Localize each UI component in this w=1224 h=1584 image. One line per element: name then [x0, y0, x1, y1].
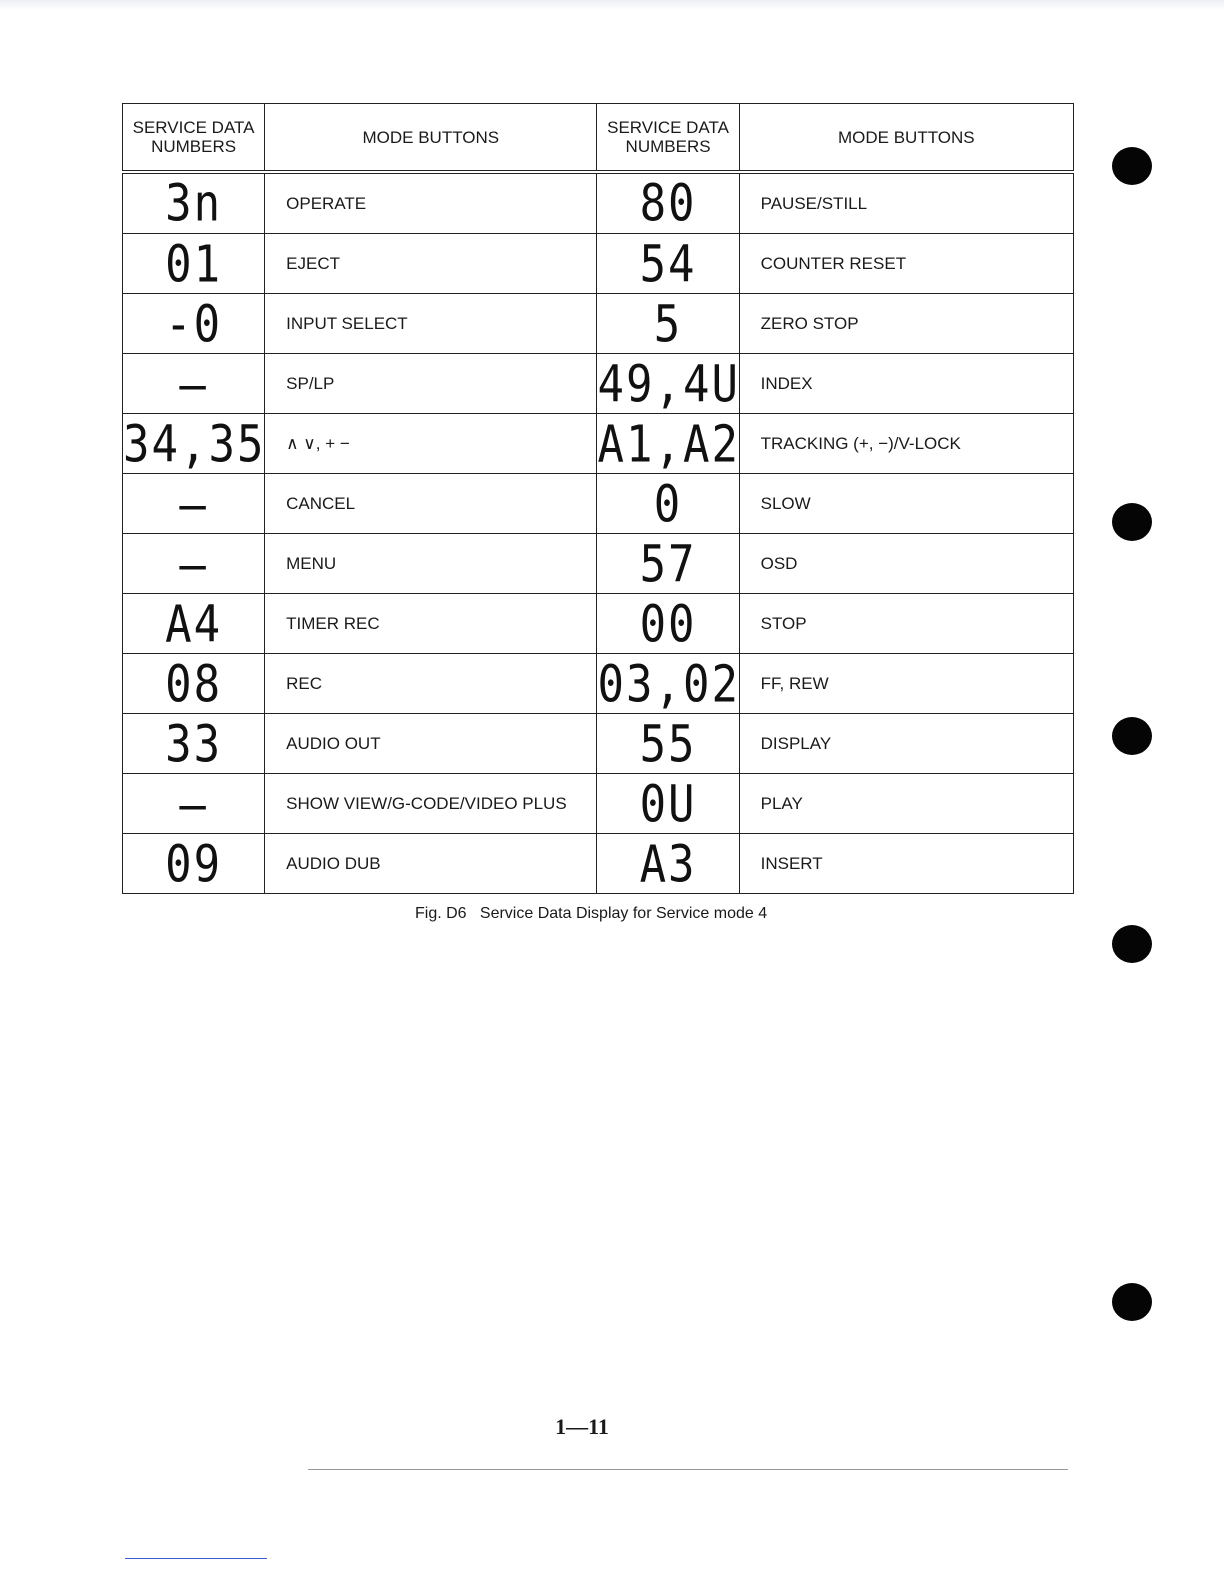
service-code-left: — — [123, 469, 265, 538]
mode-button-left: AUDIO OUT — [265, 714, 597, 774]
header-service-data-numbers-right: SERVICE DATA NUMBERS — [597, 104, 739, 173]
service-data-table — [122, 103, 1074, 894]
table-row — [123, 172, 1074, 234]
binder-hole-mark — [1112, 717, 1152, 755]
service-code-left: — — [123, 529, 265, 598]
table-row — [123, 714, 1074, 774]
header-mode-buttons-left: MODE BUTTONS — [265, 104, 597, 173]
service-code-left: 09 — [123, 829, 265, 898]
binder-hole-mark — [1112, 1283, 1152, 1321]
footer-divider — [308, 1469, 1068, 1470]
table-row — [123, 354, 1074, 414]
mode-button-left: SP/LP — [265, 354, 597, 414]
mode-button-left: CANCEL — [265, 474, 597, 534]
mode-button-left: REC — [265, 654, 597, 714]
table-row — [123, 594, 1074, 654]
page-number: 1—11 — [555, 1414, 609, 1439]
service-code-right: 03,02 — [597, 649, 739, 718]
table-row — [123, 414, 1074, 474]
service-code-left: -0 — [123, 289, 265, 358]
mode-button-right: FF, REW — [739, 654, 1073, 714]
header-mode-buttons-right: MODE BUTTONS — [739, 104, 1073, 173]
service-code-left: — — [123, 349, 265, 418]
table-row — [123, 654, 1074, 714]
service-code-right: 57 — [597, 529, 739, 598]
binder-hole-mark — [1112, 503, 1152, 541]
service-code-right: 0 — [597, 469, 739, 538]
mode-button-right: INDEX — [739, 354, 1073, 414]
table-row — [123, 534, 1074, 594]
service-code-left: A4 — [123, 589, 265, 658]
service-code-right: 0U — [597, 769, 739, 838]
service-code-right: A1,A2 — [597, 409, 739, 478]
mode-button-left: MENU — [265, 534, 597, 594]
service-code-right: 49,4U — [597, 349, 739, 418]
table-row — [123, 234, 1074, 294]
figure-caption: Fig. D6 Service Data Display for Service mode 4 — [415, 905, 768, 922]
mode-button-right: DISPLAY — [739, 714, 1073, 774]
mode-button-right: OSD — [739, 534, 1073, 594]
mode-button-left: EJECT — [265, 234, 597, 294]
binder-hole-mark — [1112, 925, 1152, 963]
mode-button-right: INSERT — [739, 834, 1073, 894]
service-code-left: 33 — [123, 709, 265, 778]
service-code-right: 55 — [597, 709, 739, 778]
mode-button-left: INPUT SELECT — [265, 294, 597, 354]
mode-button-right: STOP — [739, 594, 1073, 654]
service-code-left: 3n — [123, 167, 265, 238]
binder-hole-mark — [1112, 147, 1152, 185]
mode-button-right: SLOW — [739, 474, 1073, 534]
mode-button-left: SHOW VIEW/G-CODE/VIDEO PLUS — [265, 774, 597, 834]
mode-button-left: ∧ ∨, + − — [265, 414, 597, 474]
mode-button-left: OPERATE — [265, 172, 597, 234]
service-code-left: 01 — [123, 229, 265, 298]
mode-button-right: PLAY — [739, 774, 1073, 834]
service-code-left: — — [123, 769, 265, 838]
header-service-data-numbers-left: SERVICE DATA NUMBERS — [123, 104, 265, 173]
mode-button-right: ZERO STOP — [739, 294, 1073, 354]
mode-button-right: COUNTER RESET — [739, 234, 1073, 294]
table-row — [123, 774, 1074, 834]
service-code-right: 5 — [597, 289, 739, 358]
service-code-left: 08 — [123, 649, 265, 718]
service-code-right: A3 — [597, 829, 739, 898]
table-header-row — [123, 104, 1074, 173]
corner-mark-line — [125, 1558, 267, 1559]
service-code-left: 34,35 — [123, 409, 265, 478]
mode-button-right: PAUSE/STILL — [739, 172, 1073, 234]
mode-button-left: AUDIO DUB — [265, 834, 597, 894]
table-row — [123, 294, 1074, 354]
service-code-right: 00 — [597, 589, 739, 658]
mode-button-right: TRACKING (+, −)/V-LOCK — [739, 414, 1073, 474]
service-code-right: 54 — [597, 229, 739, 298]
mode-button-left: TIMER REC — [265, 594, 597, 654]
service-code-right: 80 — [597, 167, 739, 238]
scan-top-edge — [0, 0, 1224, 10]
table-row — [123, 474, 1074, 534]
table-row — [123, 834, 1074, 894]
